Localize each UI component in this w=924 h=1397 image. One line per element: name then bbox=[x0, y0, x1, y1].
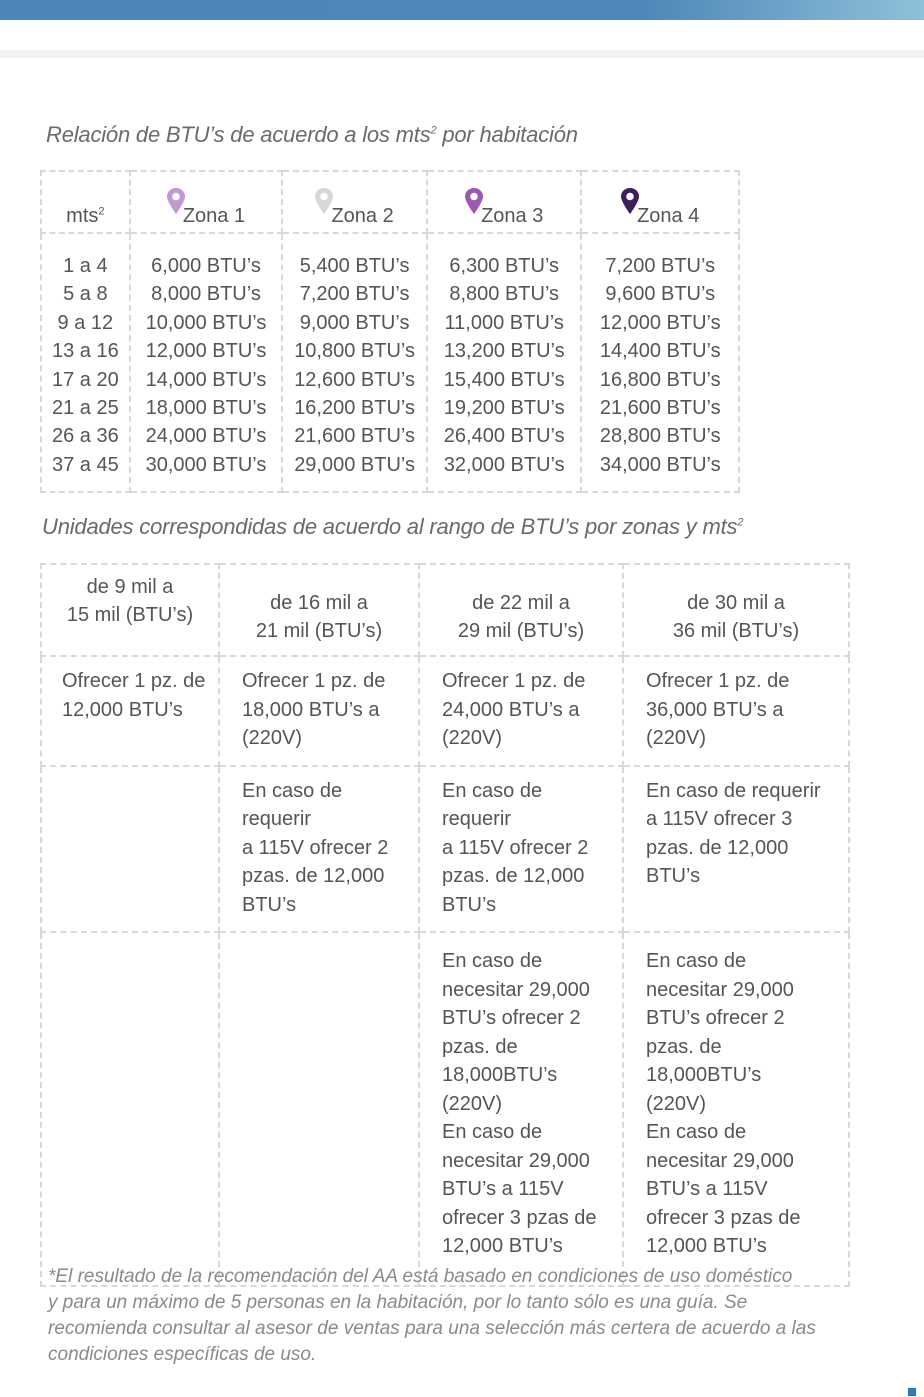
disclaimer-footnote: *El resultado de la recomendación del AA está basado en condiciones de uso doméstico y para un máximo de 5 personas en la habitación, por lo tanto sólo es una guía. Se recomienda consultar al asesor de ventas para una selección más certera de acuerdo a las condiciones específicas de uso. bbox=[48, 1266, 816, 1365]
btu-value: 12,600 BTU’s bbox=[294, 368, 415, 391]
btu-value: 9,600 BTU’s bbox=[605, 283, 716, 306]
recommendation-cell: En caso de requerir a 115V ofrecer 3 pzas. de 12,000 BTU’s bbox=[623, 766, 849, 933]
btu-value: 32,000 BTU’s bbox=[443, 453, 565, 476]
btu-value: 12,000 BTU’s bbox=[145, 340, 267, 363]
recommendation-cell: Ofrecer 1 pz. de 36,000 BTU’s a (220V) bbox=[623, 656, 849, 766]
btu-value: 14,000 BTU’s bbox=[145, 368, 267, 391]
recommendation-cell: En caso de requerir a 115V ofrecer 2 pzas. de 12,000 BTU’s bbox=[219, 766, 419, 933]
btu-by-area-table bbox=[40, 170, 740, 493]
btu-value: 10,800 BTU’s bbox=[294, 340, 415, 363]
location-pin-icon bbox=[165, 187, 187, 215]
btu-relation-title: Relación de BTU’s de acuerdo a los mts$^2$ por habitación bbox=[46, 122, 578, 147]
zone-1-column bbox=[130, 233, 283, 492]
btu-value: 28,800 BTU’s bbox=[599, 425, 721, 448]
btu-value: 30,000 BTU’s bbox=[145, 453, 267, 476]
zone-2-header: Zona 2 bbox=[282, 171, 427, 233]
range-header-16-21: de 16 mil a 21 mil (BTU’s) bbox=[219, 564, 419, 656]
range-header-9-15: de 9 mil a 15 mil (BTU’s) bbox=[41, 564, 219, 656]
btu-value: 12,000 BTU’s bbox=[599, 311, 721, 334]
area-range: 9 a 12 bbox=[57, 311, 114, 334]
btu-table-body-row bbox=[41, 233, 739, 492]
btu-value: 34,000 BTU’s bbox=[599, 453, 721, 476]
btu-value: 24,000 BTU’s bbox=[145, 425, 267, 448]
btu-value: 19,200 BTU’s bbox=[443, 397, 565, 420]
empty-cell bbox=[219, 932, 419, 1286]
area-range: 17 a 20 bbox=[51, 368, 119, 391]
units-table-row-3 bbox=[41, 932, 849, 1286]
zone-1-header: Zona 1 bbox=[130, 171, 283, 233]
btu-table-header-row bbox=[41, 171, 739, 233]
area-range: 1 a 4 bbox=[63, 255, 108, 277]
empty-cell bbox=[41, 932, 219, 1286]
recommendation-cell: Ofrecer 1 pz. de 24,000 BTU’s a (220V) bbox=[419, 656, 623, 766]
units-recommendation-table bbox=[40, 563, 850, 1287]
btu-value: 9,000 BTU’s bbox=[299, 311, 410, 334]
zone-2-column bbox=[282, 233, 427, 492]
btu-value: 13,200 BTU’s bbox=[443, 340, 565, 363]
recommendation-cell: En caso de necesitar 29,000 BTU’s ofrecer 2 pzas. de 18,000BTU’s (220V) En caso de necesitar 29,000 BTU’s a 115V ofrecer 3 pzas de 12,000 BTU’s bbox=[419, 932, 623, 1286]
btu-value: 26,400 BTU’s bbox=[443, 425, 565, 448]
area-range: 21 a 25 bbox=[51, 397, 119, 420]
btu-value: 18,000 BTU’s bbox=[145, 397, 267, 420]
units-table-row-2 bbox=[41, 766, 849, 933]
location-pin-icon bbox=[463, 187, 485, 215]
btu-value: 10,000 BTU’s bbox=[145, 311, 267, 334]
btu-value: 16,200 BTU’s bbox=[294, 397, 415, 420]
zone-3-header: Zona 3 bbox=[427, 171, 582, 233]
zone-3-column bbox=[427, 233, 582, 492]
header-accent-bar bbox=[0, 0, 924, 20]
location-pin-icon bbox=[313, 187, 335, 215]
btu-value: 14,400 BTU’s bbox=[599, 340, 721, 363]
btu-value: 29,000 BTU’s bbox=[294, 453, 415, 476]
area-range: 37 a 45 bbox=[51, 453, 119, 476]
units-table-header-row bbox=[41, 564, 849, 656]
btu-value: 15,400 BTU’s bbox=[443, 368, 565, 391]
area-range: 5 a 8 bbox=[63, 283, 108, 306]
btu-value: 16,800 BTU’s bbox=[599, 368, 721, 391]
btu-value: 21,600 BTU’s bbox=[599, 397, 721, 420]
btu-value: 5,400 BTU’s bbox=[299, 255, 410, 277]
units-table-row-1 bbox=[41, 656, 849, 766]
zone-4-column bbox=[581, 233, 739, 492]
recommendation-cell: En caso de requerir a 115V ofrecer 2 pzas. de 12,000 BTU’s bbox=[419, 766, 623, 933]
btu-value: 21,600 BTU’s bbox=[294, 425, 415, 448]
recommendation-cell: Ofrecer 1 pz. de 12,000 BTU’s bbox=[41, 656, 219, 766]
units-by-range-title: Unidades correspondidas de acuerdo al rango de BTU’s por zonas y mts$^2$ bbox=[42, 514, 744, 539]
area-range: 26 a 36 bbox=[51, 425, 119, 448]
btu-value: 8,000 BTU’s bbox=[151, 283, 261, 306]
empty-cell bbox=[41, 766, 219, 933]
btu-value: 7,200 BTU’s bbox=[299, 283, 410, 306]
btu-value: 8,800 BTU’s bbox=[449, 283, 560, 306]
area-range: 13 a 16 bbox=[51, 340, 119, 363]
btu-value: 6,000 BTU’s bbox=[151, 255, 261, 277]
btu-value: 7,200 BTU’s bbox=[605, 255, 716, 277]
zone-4-header: Zona 4 bbox=[581, 171, 739, 233]
btu-value: 6,300 BTU’s bbox=[449, 255, 560, 277]
range-header-30-36: de 30 mil a 36 mil (BTU’s) bbox=[623, 564, 849, 656]
range-header-22-29: de 22 mil a 29 mil (BTU’s) bbox=[419, 564, 623, 656]
page-corner-mark bbox=[908, 1388, 916, 1396]
mts-header: mts$^2$ bbox=[41, 171, 130, 233]
area-range-column bbox=[41, 233, 130, 492]
btu-value: 11,000 BTU’s bbox=[444, 311, 564, 334]
header-divider-band bbox=[0, 50, 924, 58]
recommendation-cell: En caso de necesitar 29,000 BTU’s ofrecer 2 pzas. de 18,000BTU’s (220V) En caso de necesitar 29,000 BTU’s a 115V ofrecer 3 pzas de 12,000 BTU’s bbox=[623, 932, 849, 1286]
location-pin-icon bbox=[619, 187, 641, 215]
recommendation-cell: Ofrecer 1 pz. de 18,000 BTU’s a (220V) bbox=[219, 656, 419, 766]
